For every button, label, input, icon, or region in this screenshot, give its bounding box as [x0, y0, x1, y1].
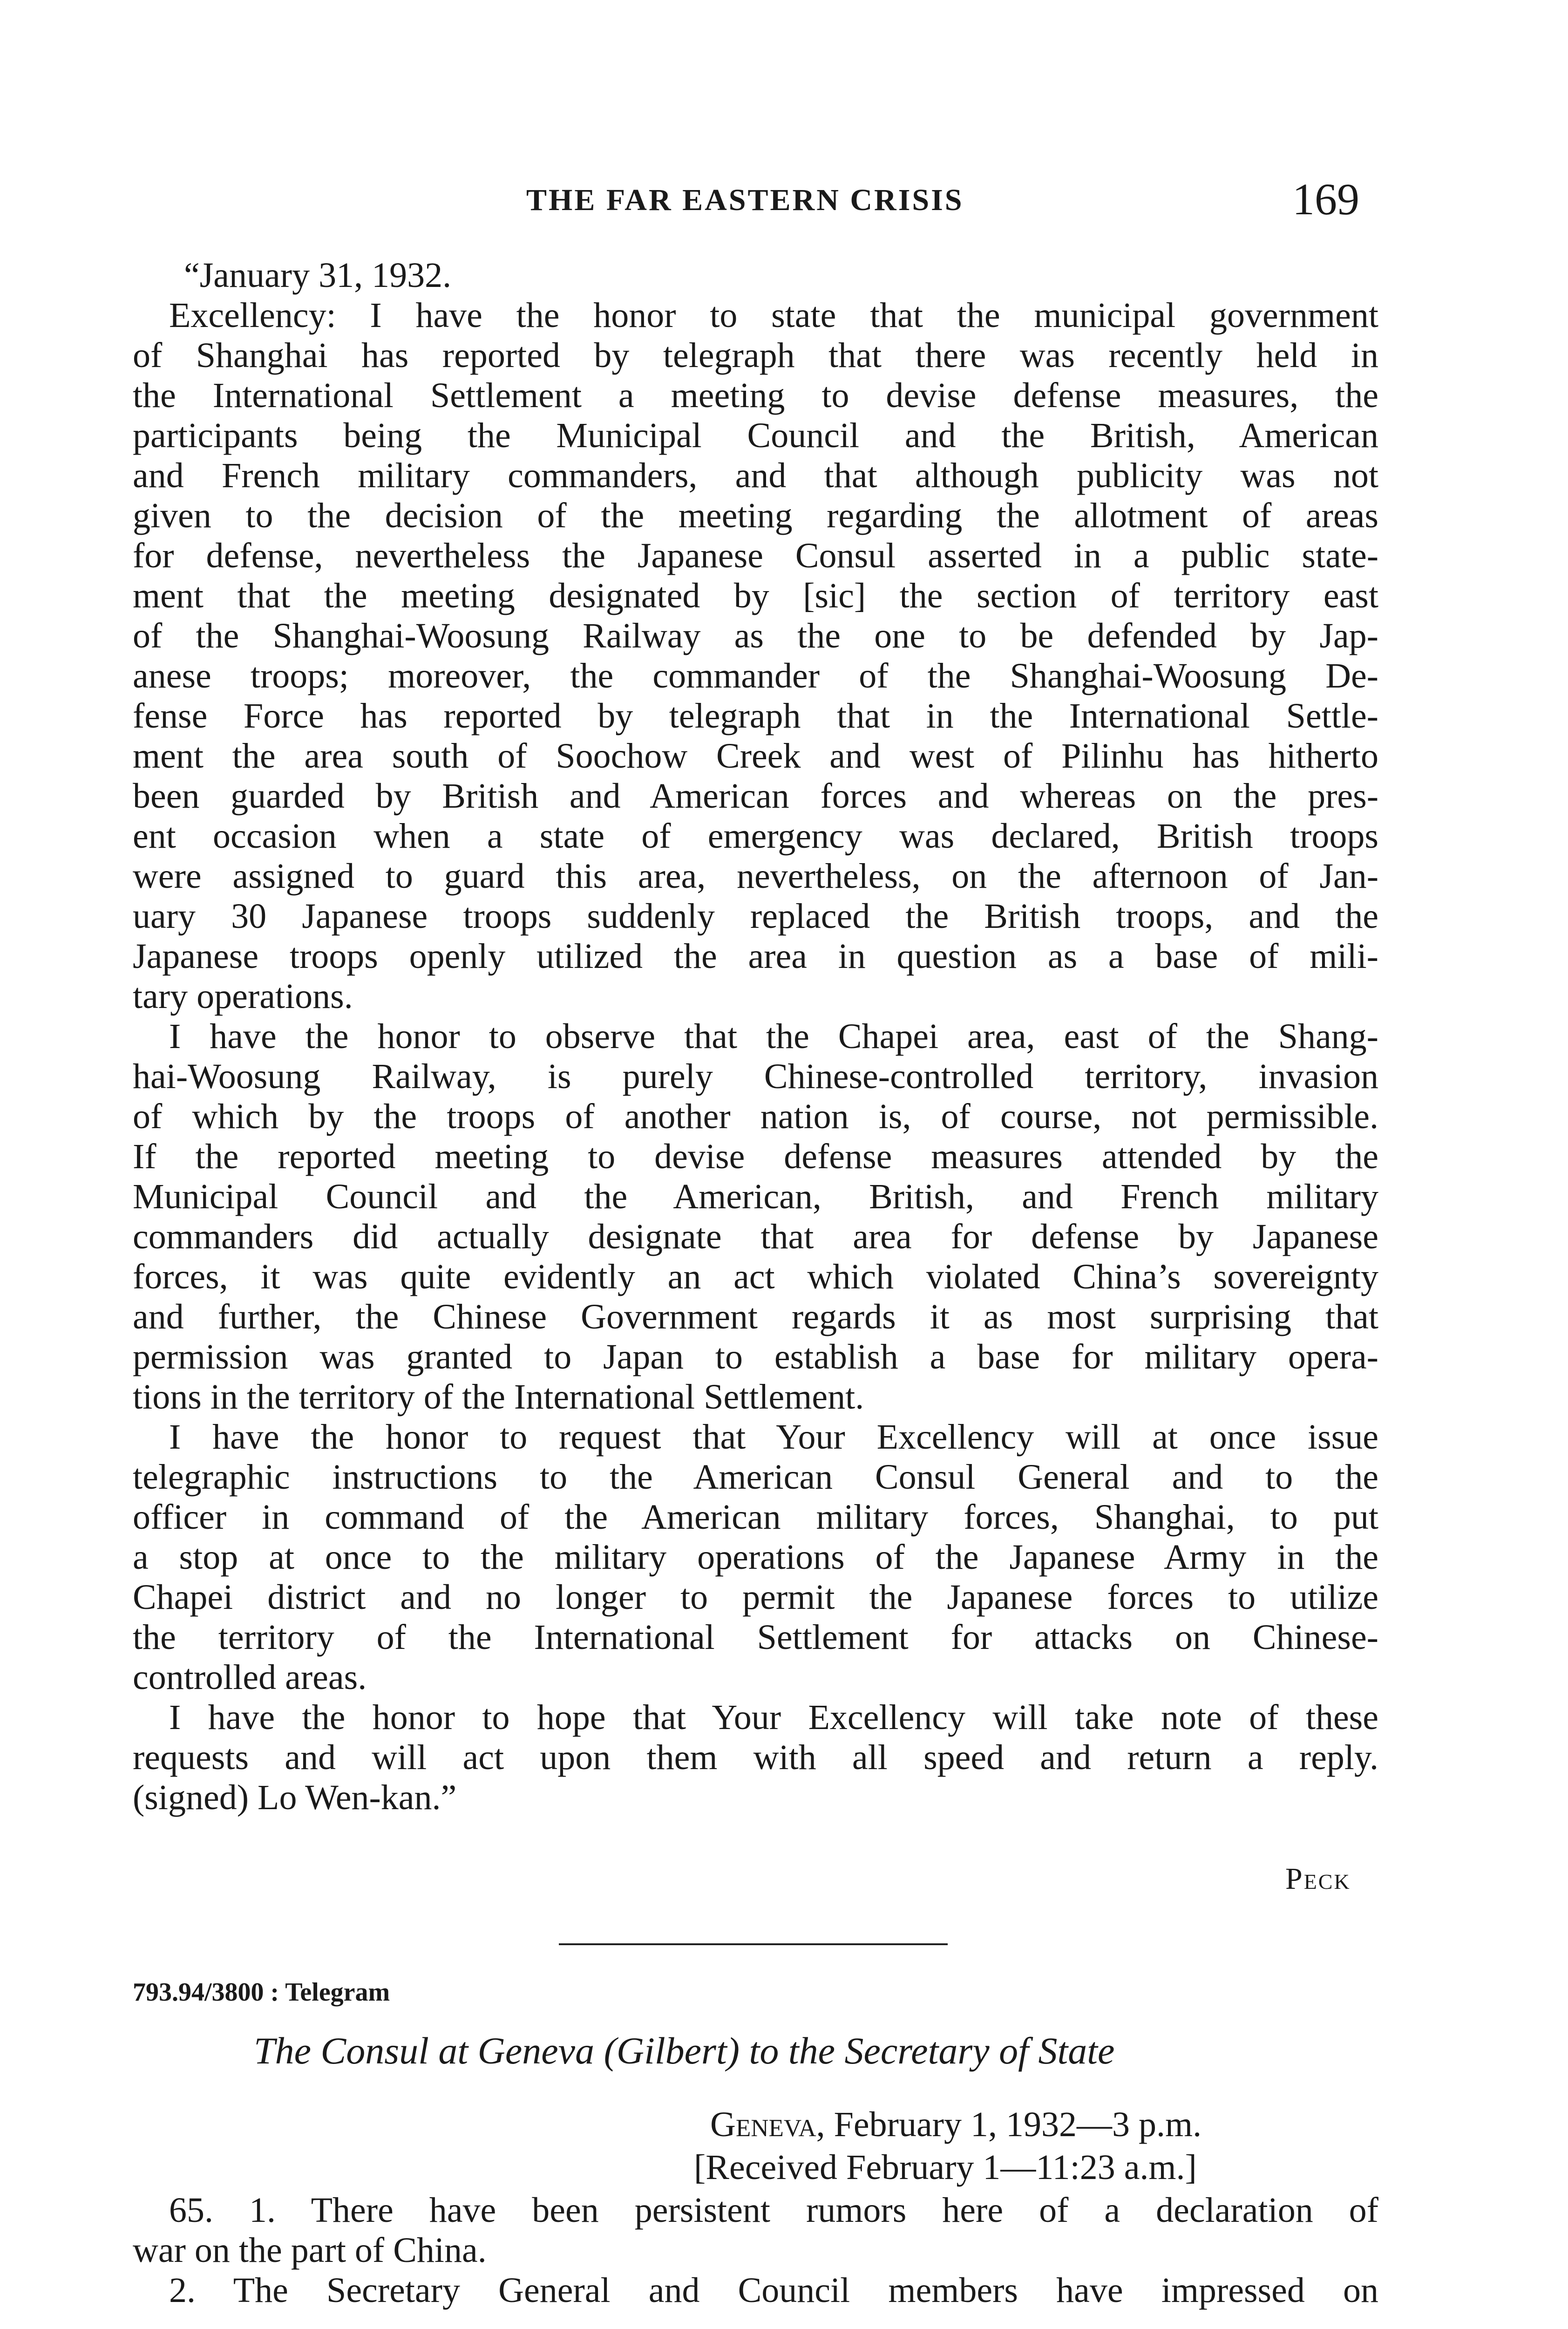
- telegram-line: 2. The Secretary General and Council members have impressed on: [169, 2271, 1378, 2310]
- letter-line: permission was granted to Japan to establish a base for military opera-: [133, 1337, 1378, 1376]
- letter-line: anese troops; moreover, the commander of the Shanghai-Woosung De-: [133, 656, 1378, 695]
- received-line: [Received February 1—11:23 a.m.]: [694, 2148, 1197, 2187]
- letter-line: the International Settlement a meeting to devise defense measures, the: [133, 376, 1378, 415]
- letter-line: for defense, nevertheless the Japanese Consul asserted in a public state-: [133, 536, 1378, 575]
- letter-line: fense Force has reported by telegraph that in the International Settle-: [133, 696, 1378, 735]
- sender-signature: Peck: [1285, 1862, 1351, 1896]
- dateline-date: , February 1, 1932—3 p.m.: [816, 2105, 1202, 2144]
- telegram-body: [133, 2190, 1378, 2310]
- letter-line: I have the honor to observe that the Chapei area, east of the Shang-: [169, 1017, 1378, 1056]
- letter-line: ment that the meeting designated by [sic] the section of territory east: [133, 576, 1378, 615]
- letter-line: and further, the Chinese Government regards it as most surprising that: [133, 1297, 1378, 1336]
- letter-line: the territory of the International Settlement for attacks on Chinese-: [133, 1618, 1378, 1657]
- letter-line: participants being the Municipal Council and the British, American: [133, 416, 1378, 455]
- letter-line: of which by the troops of another nation is, of course, not permissible.: [133, 1097, 1378, 1136]
- dateline-place: Geneva: [710, 2105, 816, 2144]
- telegram-line: 65. 1. There have been persistent rumors here of a declaration of: [169, 2191, 1378, 2230]
- letter-line: tary operations.: [133, 977, 353, 1016]
- running-head: THE FAR EASTERN CRISIS: [526, 183, 964, 217]
- letter-line: tions in the territory of the International Settlement.: [133, 1377, 864, 1416]
- letter-body: [133, 255, 1378, 1818]
- section-divider: [559, 1943, 948, 1945]
- letter-line: I have the honor to hope that Your Excellency will take note of these: [169, 1698, 1378, 1737]
- letter-date: “January 31, 1932.: [184, 256, 452, 295]
- letter-line: a stop at once to the military operations of the Japanese Army in the: [133, 1538, 1378, 1577]
- letter-line: Excellency: I have the honor to state that the municipal government: [169, 296, 1378, 335]
- letter-line: I have the honor to request that Your Excellency will at once issue: [169, 1417, 1378, 1457]
- letter-line: of Shanghai has reported by telegraph that there was recently held in: [133, 336, 1378, 375]
- letter-line: ent occasion when a state of emergency was declared, British troops: [133, 817, 1378, 856]
- dateline: [710, 2104, 1201, 2145]
- letter-line: Japanese troops openly utilized the area in question as a base of mili-: [133, 937, 1378, 976]
- letter-line: commanders did actually designate that area for defense by Japanese: [133, 1217, 1378, 1256]
- letter-line: telegraphic instructions to the American Consul General and to the: [133, 1457, 1378, 1497]
- letter-line: of the Shanghai-Woosung Railway as the one to be defended by Jap-: [133, 616, 1378, 655]
- telegram-line: war on the part of China.: [133, 2231, 487, 2270]
- letter-line: and French military commanders, and that although publicity was not: [133, 456, 1378, 495]
- page-number: 169: [1292, 174, 1359, 224]
- letter-line: uary 30 Japanese troops suddenly replaced the British troops, and the: [133, 897, 1378, 936]
- letter-line: If the reported meeting to devise defense measures attended by the: [133, 1137, 1378, 1176]
- letter-line: ment the area south of Soochow Creek and west of Pilinhu has hitherto: [133, 736, 1378, 776]
- file-reference: 793.94/3800 : Telegram: [133, 1978, 390, 2007]
- letter-line: were assigned to guard this area, nevertheless, on the afternoon of Jan-: [133, 857, 1378, 896]
- letter-line: forces, it was quite evidently an act which violated China’s sovereignty: [133, 1257, 1378, 1296]
- letter-line: Municipal Council and the American, British, and French military: [133, 1177, 1378, 1216]
- letter-line: hai-Woosung Railway, is purely Chinese-controlled territory, invasion: [133, 1057, 1378, 1096]
- letter-line: requests and will act upon them with all speed and return a reply.: [133, 1738, 1378, 1777]
- letter-signed-line: (signed) Lo Wen-kan.”: [133, 1778, 457, 1817]
- letter-line: controlled areas.: [133, 1658, 367, 1697]
- letter-line: been guarded by British and American forces and whereas on the pres-: [133, 776, 1378, 816]
- letter-line: Chapei district and no longer to permit the Japanese forces to utilize: [133, 1578, 1378, 1617]
- letter-line: officer in command of the American military forces, Shanghai, to put: [133, 1498, 1378, 1537]
- document-heading: The Consul at Geneva (Gilbert) to the Secretary of State: [254, 2029, 1115, 2072]
- letter-line: given to the decision of the meeting regarding the allotment of areas: [133, 496, 1378, 535]
